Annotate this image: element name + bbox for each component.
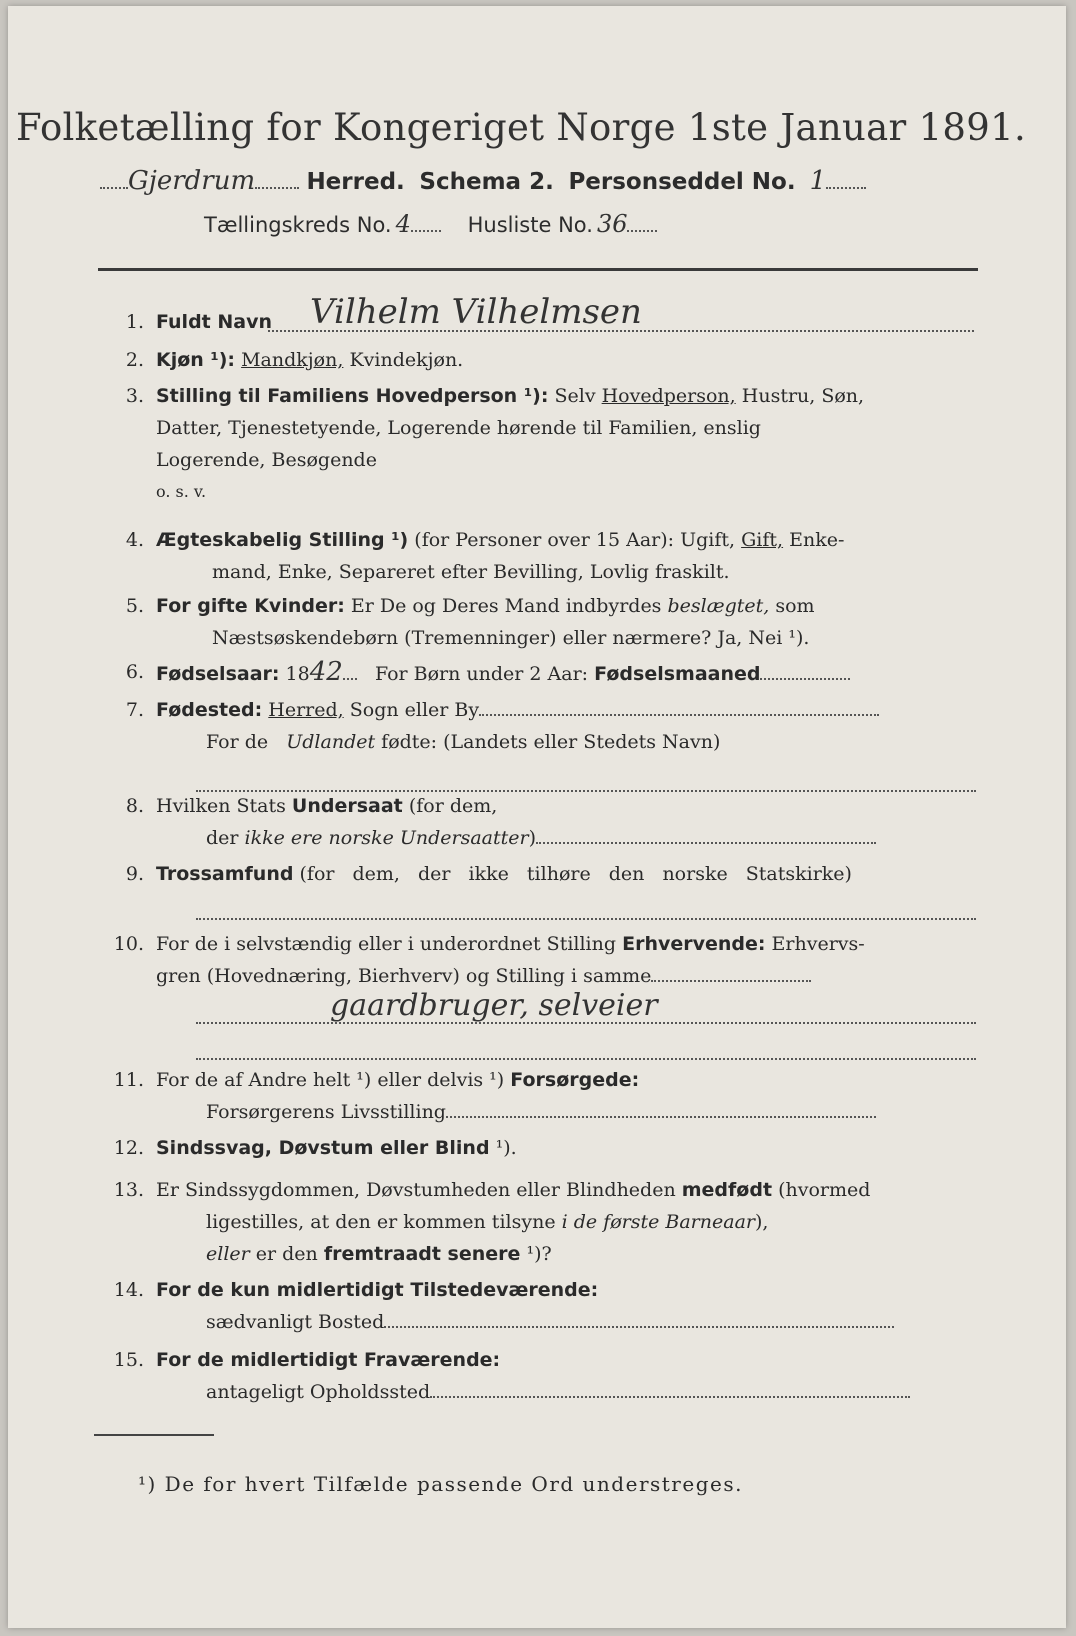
- q11-line1a: For de af Andre helt ¹) eller delvis ¹): [156, 1069, 505, 1091]
- q6-year-value: 42: [309, 657, 343, 687]
- q7-line2c: fødte: (Landets eller Stedets Navn): [381, 731, 721, 753]
- q2-option-female: Kvindekjøn.: [349, 349, 464, 371]
- herred-label: Herred.: [306, 169, 405, 195]
- q9-line1: (for dem, der ikke tilhøre den norske Statskirke): [299, 863, 852, 885]
- q12-label: Sindssvag, Døvstum eller Blind: [156, 1137, 490, 1159]
- q13-line3b: er den: [255, 1243, 318, 1265]
- q12-tail: ¹).: [489, 1137, 517, 1159]
- q7-line2a: For de: [206, 731, 269, 753]
- q13-italic: i de første Barneaar: [561, 1211, 755, 1233]
- herred-line: [100, 166, 866, 196]
- q10-occupation-value: gaardbruger, selveier: [330, 988, 658, 1023]
- q6-year-prefix: 18: [285, 663, 310, 685]
- q6-label: Fødselsaar:: [156, 663, 280, 685]
- q9-fill-line: [196, 918, 976, 920]
- personseddel-label: Personseddel No.: [568, 169, 796, 195]
- q3-line4: o. s. v.: [156, 482, 207, 501]
- q5-line2: Næstsøskendebørn (Tremenninger) eller nærmere? Ja, Nei ¹).: [212, 627, 810, 649]
- q5-number: 5.: [125, 595, 144, 617]
- q9-label: Trossamfund: [156, 863, 294, 885]
- q13-line3d: ¹)?: [520, 1243, 552, 1265]
- q13-line1a: Er Sindssygdommen, Døvstumheden eller Blindheden: [156, 1179, 676, 1201]
- header-rule: [98, 268, 978, 271]
- husliste-label: Husliste No.: [467, 213, 593, 237]
- herred-value: Gjerdrum: [128, 166, 256, 196]
- q10-fill-line-2: [196, 1058, 976, 1060]
- q3-option-hovedperson: Hovedperson,: [601, 385, 736, 407]
- q3-label: Stilling til Familiens Hovedperson ¹):: [156, 385, 549, 407]
- q1-label: Fuldt Navn: [156, 311, 273, 333]
- q3-number: 3.: [125, 385, 144, 407]
- q2-option-male: Mandkjøn,: [241, 349, 344, 371]
- q13-number: 13.: [113, 1179, 144, 1201]
- census-form: [8, 6, 1066, 1628]
- q13-eller: eller: [206, 1243, 250, 1265]
- q4-line1: (for Personer over 15 Aar): Ugift,: [414, 529, 736, 551]
- q11-number: 11.: [113, 1069, 144, 1091]
- q14-label: For de kun midlertidigt Tilstedeværende:: [156, 1279, 599, 1301]
- q15-number: 15.: [113, 1349, 144, 1371]
- q10-line1a: For de i selvstændig eller i underordnet Stilling: [156, 933, 617, 955]
- q6-line1: For Børn under 2 Aar:: [374, 663, 589, 685]
- q10-fill-line-1: [196, 1022, 976, 1024]
- q5-italic: beslægtet,: [667, 595, 770, 617]
- q4-label: Ægteskabelig Stilling ¹): [156, 529, 409, 551]
- q6-number: 6.: [125, 661, 144, 683]
- q2-label: Kjøn ¹):: [156, 349, 236, 371]
- q13-senere: fremtraadt senere: [323, 1243, 521, 1265]
- q3-option-selv: Selv: [554, 385, 596, 407]
- q1-fill-line: [268, 330, 974, 332]
- q15-line2: antageligt Opholdssted: [206, 1381, 431, 1403]
- q6-birthmonth-label: Fødselsmaaned: [594, 663, 761, 685]
- q2-number: 2.: [125, 349, 144, 371]
- form-title: Folketælling for Kongeriget Norge 1ste Januar 1891.: [16, 106, 1026, 149]
- q10-erhvervende: Erhvervende:: [622, 933, 766, 955]
- q1-number: 1.: [125, 311, 144, 333]
- q7-label: Fødested:: [156, 699, 263, 721]
- q1-name-value: Vilhelm Vilhelmsen: [310, 292, 642, 332]
- q3-line3: Logerende, Besøgende: [156, 449, 377, 471]
- q5-line1-tail: som: [775, 595, 815, 617]
- q5-line1: Er De og Deres Mand indbyrdes: [350, 595, 662, 617]
- q9-number: 9.: [125, 863, 144, 885]
- q7-line1: Sogn eller By: [349, 699, 480, 721]
- q4-line2: mand, Enke, Separeret efter Bevilling, Lovlig fraskilt.: [212, 561, 730, 583]
- q14-number: 14.: [113, 1279, 144, 1301]
- q3-line2: Datter, Tjenestetyende, Logerende hørende til Familien, enslig: [156, 417, 761, 439]
- q8-number: 8.: [125, 795, 144, 817]
- kreds-label: Tællingskreds No.: [204, 213, 392, 237]
- husliste-value: 36: [596, 210, 628, 238]
- q11-forsorgede: Forsørgede:: [510, 1069, 640, 1091]
- q10-number: 10.: [113, 933, 144, 955]
- q13-medfodt: medfødt: [681, 1179, 773, 1201]
- q12-number: 12.: [113, 1137, 144, 1159]
- q7-udlandet: Udlandet: [286, 731, 376, 753]
- q4-option-gift: Gift,: [741, 529, 784, 551]
- q3-line1-tail: Hustru, Søn,: [741, 385, 865, 407]
- q14-line2: sædvanligt Bosted: [206, 1311, 385, 1333]
- q15-label: For de midlertidigt Fraværende:: [156, 1349, 501, 1371]
- q13-line2a: ligestilles, at den er kommen tilsyne: [206, 1211, 556, 1233]
- q7-number: 7.: [125, 699, 144, 721]
- q13-line2c: ),: [755, 1211, 769, 1233]
- personseddel-value: 1: [809, 166, 827, 196]
- q8-line2c: ): [528, 827, 537, 849]
- q10-line2: gren (Hovednæring, Bierhverv) og Stilling i samme: [156, 965, 652, 987]
- q7-option-herred: Herred,: [268, 699, 344, 721]
- q8-italic: ikke ere norske Undersaatter: [244, 827, 529, 849]
- footnote: ¹) De for hvert Tilfælde passende Ord understreges.: [138, 1472, 743, 1496]
- q8-undersaat: Undersaat: [291, 795, 403, 817]
- q8-line2a: der: [206, 827, 239, 849]
- q8-line1a: Hvilken Stats: [156, 795, 286, 817]
- q11-line2: Forsørgerens Livsstilling: [206, 1101, 446, 1123]
- q10-line1c: Erhvervs-: [771, 933, 865, 955]
- kreds-line: [204, 210, 657, 238]
- q5-label: For gifte Kvinder:: [156, 595, 345, 617]
- q4-line1-tail: Enke-: [789, 529, 845, 551]
- q4-number: 4.: [125, 529, 144, 551]
- kreds-value: 4: [395, 210, 411, 238]
- schema-label: Schema 2.: [419, 169, 554, 195]
- q8-line1c: (for dem,: [408, 795, 498, 817]
- footnote-rule: [94, 1434, 214, 1436]
- q13-line1c: (hvormed: [778, 1179, 871, 1201]
